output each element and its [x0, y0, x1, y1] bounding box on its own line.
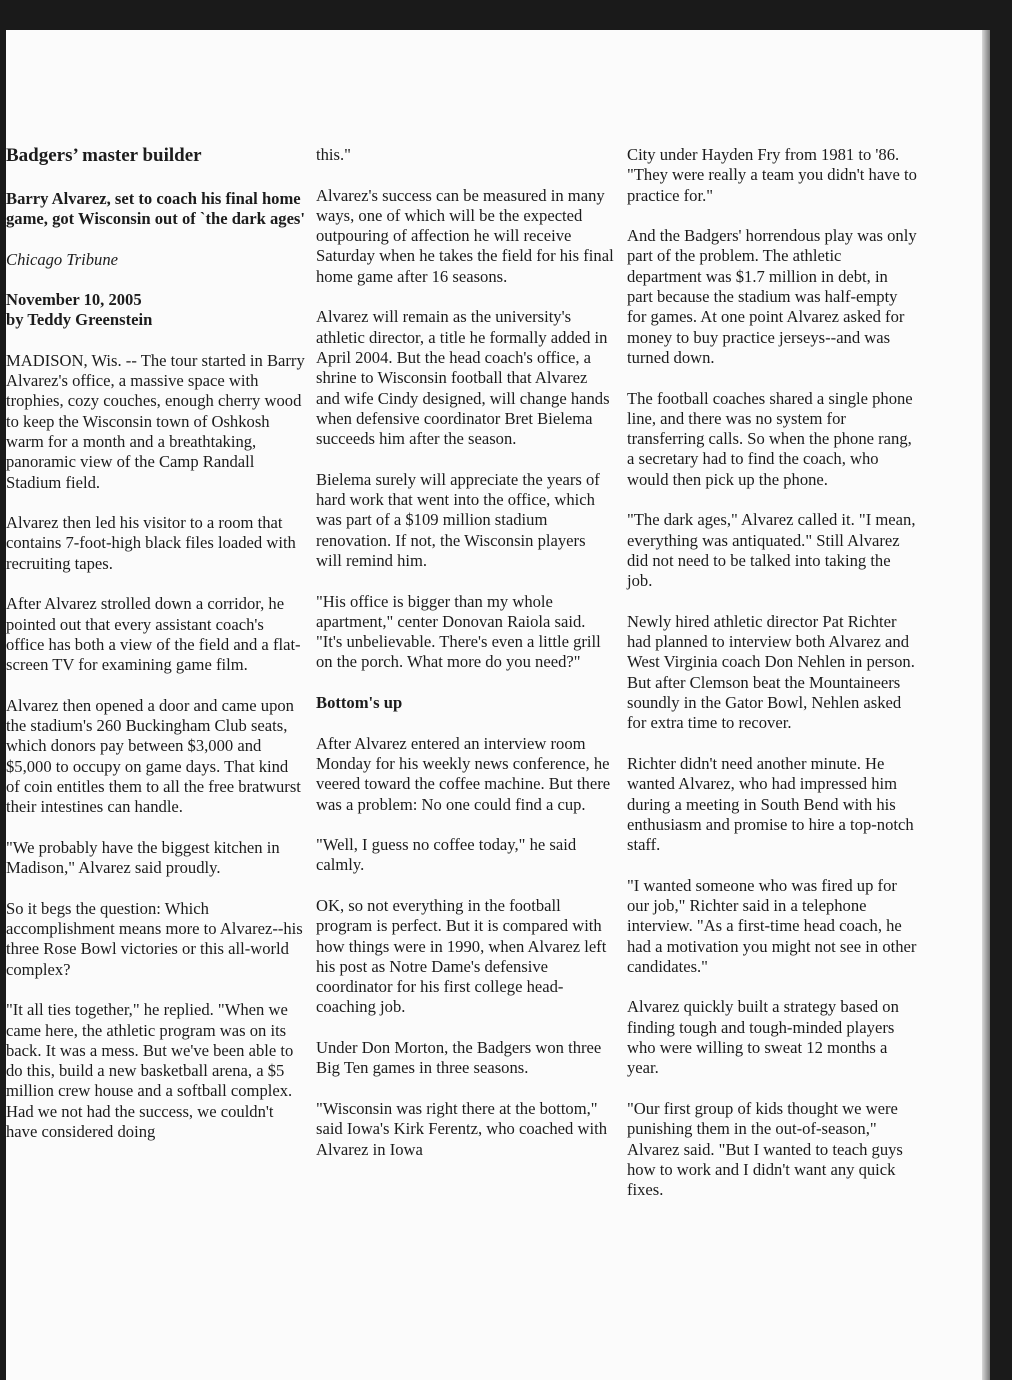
paragraph: MADISON, Wis. -- The tour started in Barry Alvarez's office, a massive space with trophies, cozy couches, enough cherry wood to keep the Wisconsin town of Oshkosh warm for a month and a breathtaking, panoramic view of the Camp Randall Stadium field.	[6, 350, 305, 492]
paragraph: "The dark ages," Alvarez called it. "I mean, everything was antiquated." Still Alvarez did not need to be talked into taking the job.	[627, 510, 916, 591]
paragraph: "Well, I guess no coffee today," he said calmly.	[316, 835, 577, 875]
paragraph: Bielema surely will appreciate the years of hard work that went into the office, which was part of a $109 million stadium renovation. If not, the Wisconsin players will remind him.	[316, 469, 600, 570]
paragraph: Alvarez quickly built a strategy based on finding tough and tough-minded players who were willing to sweat 12 months a year.	[627, 997, 899, 1078]
article-date: November 10, 2005	[6, 289, 142, 309]
column-1	[6, 145, 306, 1163]
paragraph: Alvarez then led his visitor to a room that contains 7-foot-high black files loaded with recruiting tapes.	[6, 513, 296, 573]
paragraph: "Our first group of kids thought we were punishing them in the out-of-season," Alvarez said. "But I wanted to teach guys how to work and I didn't want any quick fixes.	[627, 1098, 903, 1200]
paragraph: Alvarez will remain as the university's athletic director, a title he formally added in April 2004. But the head coach's office, a shrine to Wisconsin football that Alvarez and wife Cindy designed, will change hands when defensive coordinator Bret Bielema succeeds him after the season.	[316, 307, 610, 449]
article-byline: by Teddy Greenstein	[6, 310, 153, 330]
paragraph: OK, so not everything in the football program is perfect. But it is compared with how things were in 1990, when Alvarez left his post as Notre Dame's defensive coordinator for his first college head-coaching job.	[316, 895, 607, 1017]
section-heading: Bottom's up	[316, 693, 403, 713]
paragraph: After Alvarez entered an interview room Monday for his weekly news conference, he veered toward the coffee machine. But there was a problem: No one could find a cup.	[316, 733, 611, 814]
paragraph: Alvarez then opened a door and came upon the stadium's 260 Buckingham Club seats, which donors pay between $3,000 and $5,000 to occupy on game days. That kind of coin entitles them to all the free bratwurst their intestines can handle.	[6, 695, 301, 817]
article-subheadline: Barry Alvarez, set to coach his final home game, got Wisconsin out of `the dark ages'	[6, 189, 306, 229]
paragraph: "It all ties together," he replied. "When we came here, the athletic program was on its back. It was a mess. But we've been able to do this, build a new basketball arena, a $5 million crew house and a softball complex. Had we not had the success, we couldn't have considered doing	[6, 1000, 294, 1142]
paragraph: "His office is bigger than my whole apartment," center Donovan Raiola said. "It's unbelievable. There's even a little grill on the porch. What more do you need?"	[316, 591, 601, 672]
paragraph: this."	[316, 145, 351, 164]
paragraph: Under Don Morton, the Badgers won three Big Ten games in three seasons.	[316, 1038, 602, 1078]
paragraph: The football coaches shared a single phone line, and there was no system for transferring calls. So when the phone rang, a secretary had to find the coach, who would then pick up the phone.	[627, 388, 913, 489]
article-source: Chicago Tribune	[6, 249, 119, 269]
paragraph: So it begs the question: Which accomplishment means more to Alvarez--his three Rose Bowl victories or this all-world complex?	[6, 898, 303, 979]
paragraph: City under Hayden Fry from 1981 to '86. "They were really a team you didn't have to practice for."	[627, 145, 917, 205]
article-headline: Badgers’ master builder	[6, 145, 202, 166]
page-edge-shadow	[982, 30, 990, 1380]
paragraph: "Wisconsin was right there at the bottom," said Iowa's Kirk Ferentz, who coached with Alvarez in Iowa	[316, 1098, 607, 1159]
column-3	[627, 145, 917, 1221]
paragraph: "We probably have the biggest kitchen in Madison," Alvarez said proudly.	[6, 837, 280, 878]
paragraph: And the Badgers' horrendous play was only part of the problem. The athletic department was $1.7 million in debt, in part because the stadium was half-empty for games. At one point Alvarez asked for money to buy practice jerseys--and was turned down.	[627, 226, 917, 367]
paragraph: After Alvarez strolled down a corridor, he pointed out that every assistant coach's office has both a view of the field and a flat-screen TV for examining game film.	[6, 594, 301, 675]
paragraph: "I wanted someone who was fired up for our job," Richter said in a telephone interview. "As a first-time head coach, he had a motivation you might not see in other candidates."	[627, 875, 917, 976]
column-2	[316, 145, 614, 1180]
paragraph: Newly hired athletic director Pat Richter had planned to interview both Alvarez and West Virginia coach Don Nehlen in person. But after Clemson beat the Mountaineers soundly in the Gator Bowl, Nehlen asked for extra time to recover.	[627, 611, 915, 733]
paragraph: Richter didn't need another minute. He wanted Alvarez, who had impressed him during a meeting in South Bend with his enthusiasm and promise to hire a top-notch staff.	[627, 753, 914, 855]
paragraph: Alvarez's success can be measured in many ways, one of which will be the expected outpouring of affection he will receive Saturday when he takes the field for his final home game after 16 seasons.	[316, 185, 614, 286]
